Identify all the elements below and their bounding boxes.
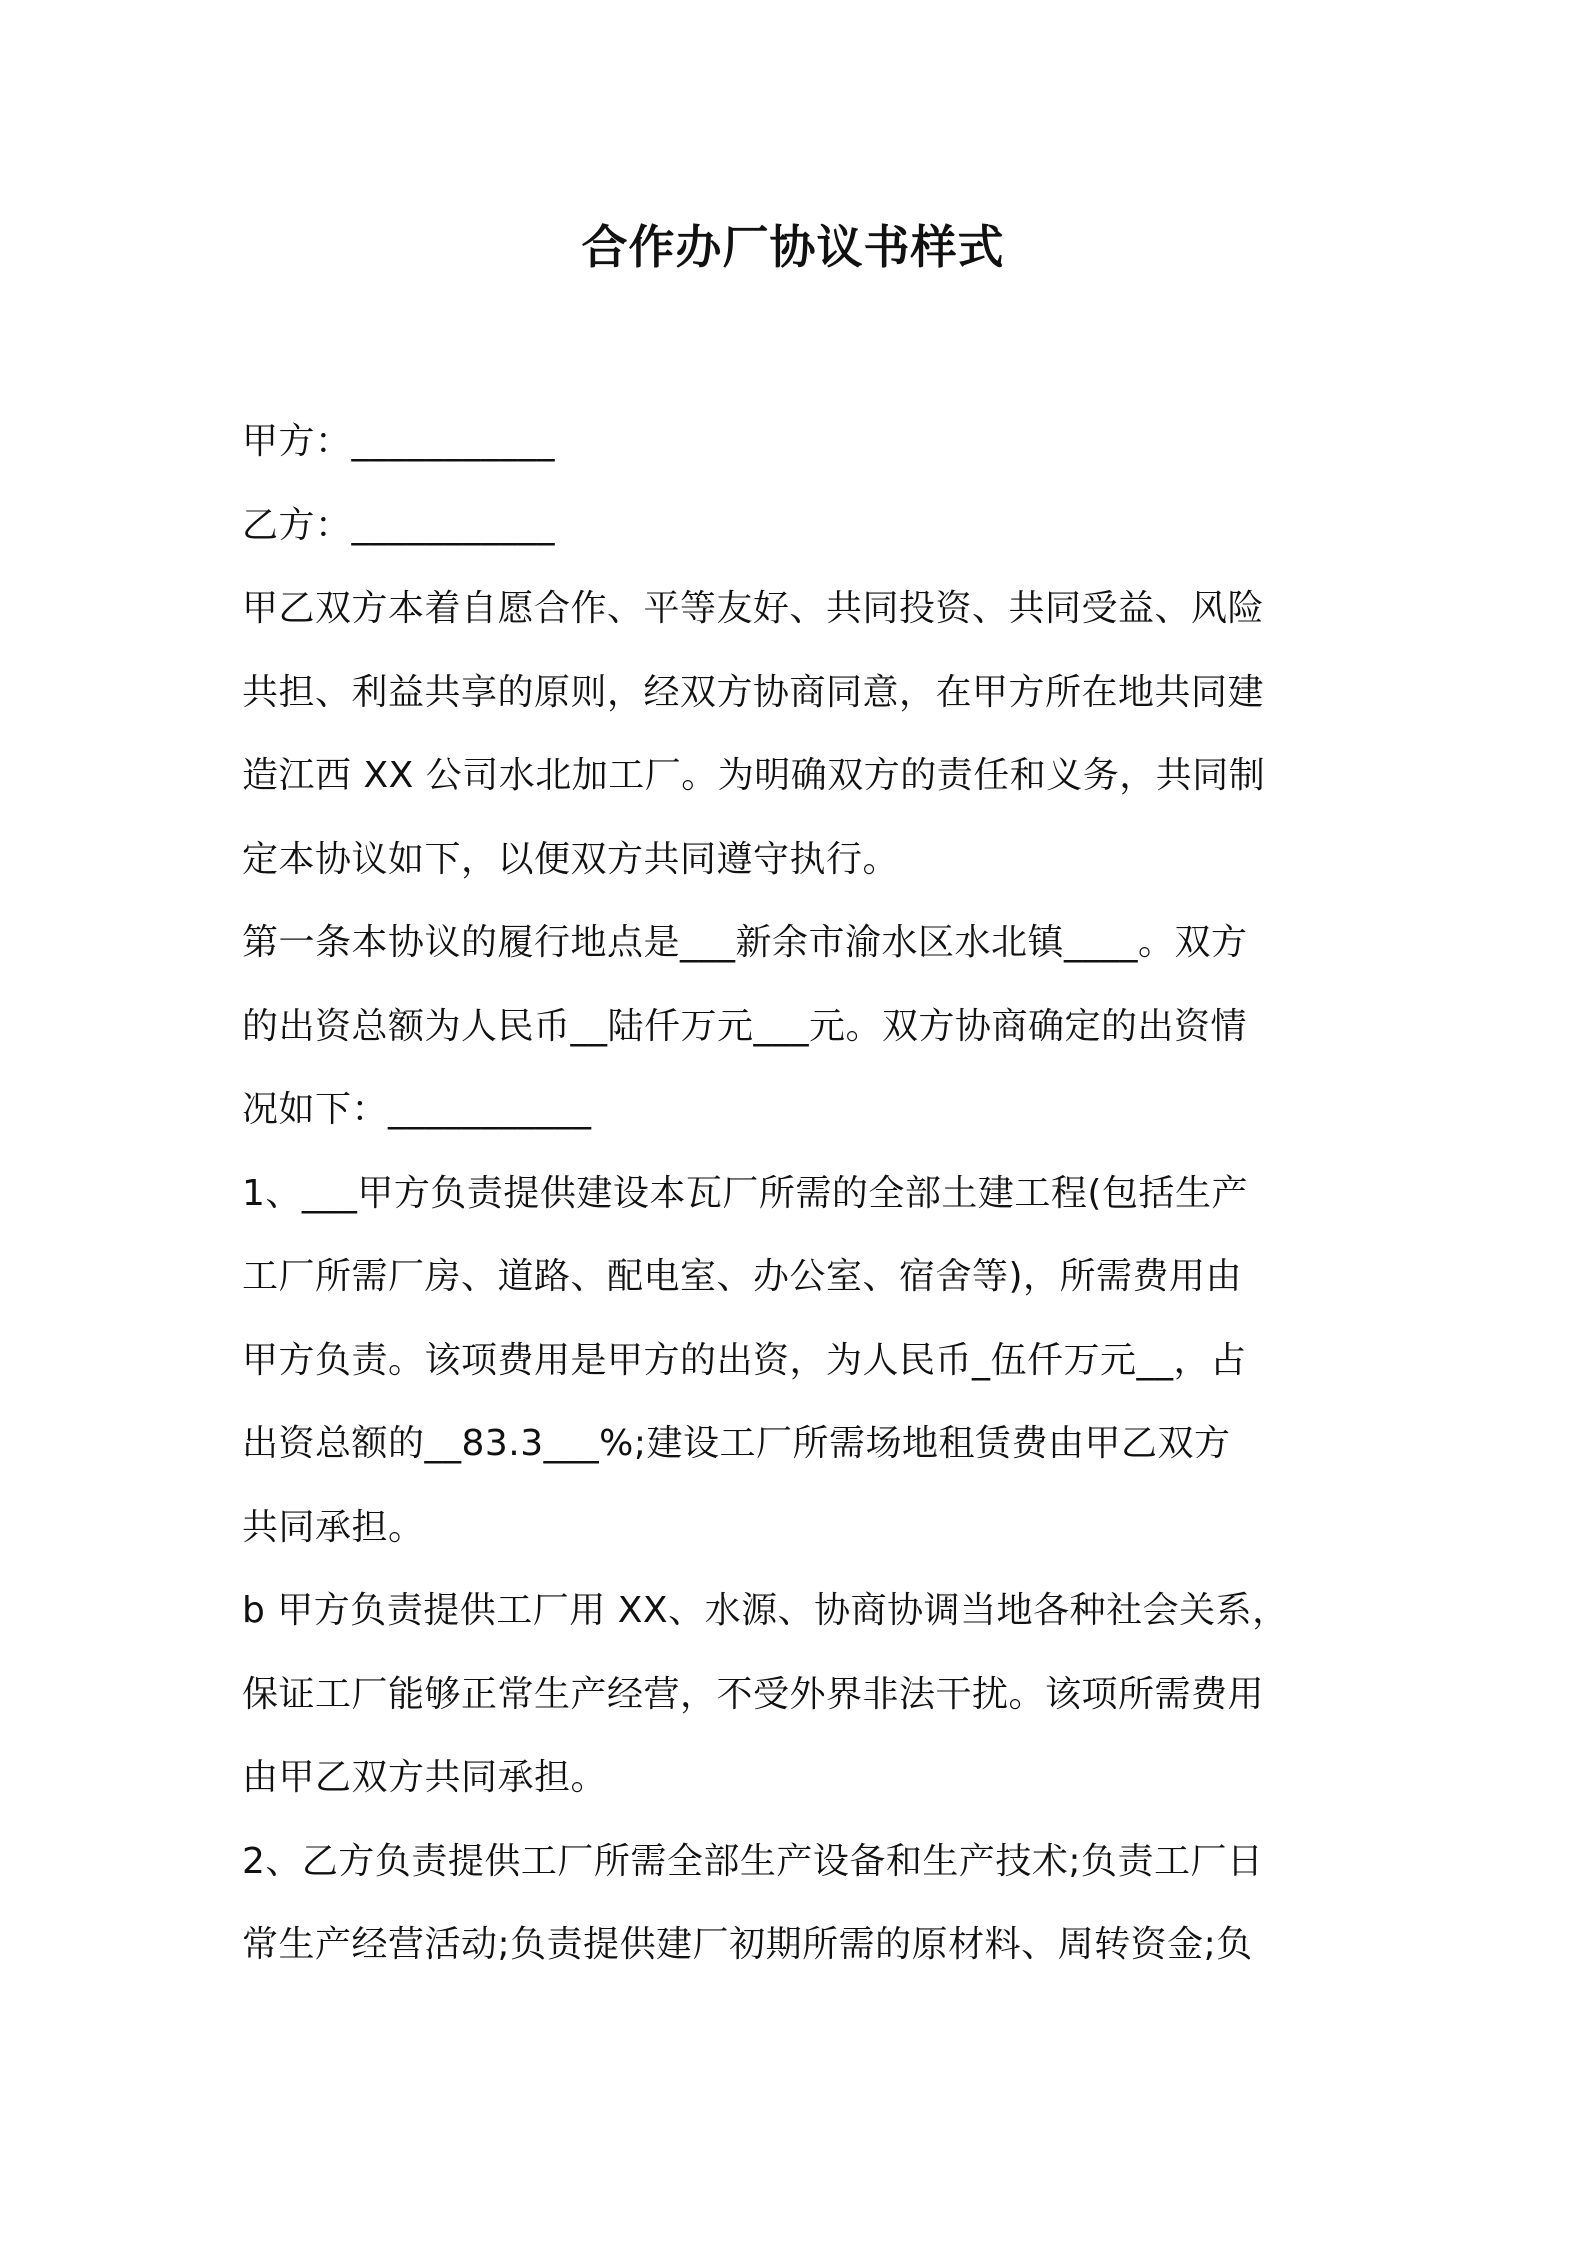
- body-line: 由甲乙双方共同承担。: [242, 1757, 608, 1798]
- body-line: 定本协议如下，以便双方共同遵守执行。: [242, 838, 900, 880]
- body-line: 共担、利益共享的原则，经双方协商同意，在甲方所在地共同建: [242, 671, 1265, 713]
- body-line: b 甲方负责提供工厂用 XX、水源、协商协调当地各种社会关系，: [242, 1590, 1289, 1631]
- body-line: 保证工厂能够正常生产经营，不受外界非法干扰。该项所需费用: [242, 1673, 1265, 1715]
- party-a-line: 甲方：___________: [242, 421, 556, 462]
- body-line: 第一条本协议的履行地点是___新余市渝水区水北镇____。双方: [242, 922, 1248, 963]
- body-line: 2、乙方负责提供工厂所需全部生产设备和生产技术;负责工厂日: [242, 1840, 1264, 1882]
- body-line: 甲方负责。该项费用是甲方的出资，为人民币_伍仟万元__，占: [242, 1339, 1247, 1381]
- body-line: 出资总额的__83.3___%;建设工厂所需场地租赁费由甲乙双方: [242, 1423, 1231, 1464]
- document-body: [242, 400, 1362, 1987]
- body-line: 造江西 XX 公司水北加工厂。为明确双方的责任和义务，共同制: [242, 755, 1266, 796]
- document-title: 合作办厂协议书样式: [581, 220, 1005, 274]
- body-line: 共同承担。: [242, 1506, 425, 1548]
- party-b-line: 乙方：___________: [242, 504, 556, 546]
- body-line: 的出资总额为人民币__陆仟万元___元。双方协商确定的出资情: [242, 1005, 1248, 1047]
- body-line: 甲乙双方本着自愿合作、平等友好、共同投资、共同受益、风险: [242, 588, 1265, 629]
- body-line: 工厂所需厂房、道路、配电室、办公室、宿舍等)，所需费用由: [242, 1256, 1243, 1297]
- body-line: 常生产经营活动;负责提供建厂初期所需的原材料、周转资金;负: [242, 1924, 1253, 1965]
- body-line: 1、___甲方负责提供建设本瓦厂所需的全部土建工程(包括生产: [242, 1172, 1248, 1214]
- body-line: 况如下：___________: [242, 1089, 592, 1130]
